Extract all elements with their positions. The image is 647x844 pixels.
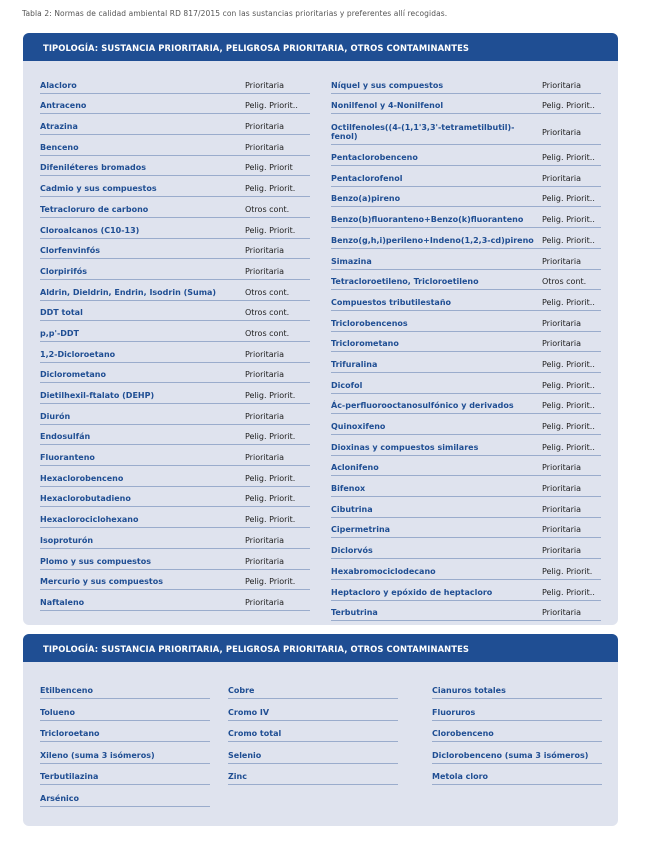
substance-status: Prioritaria [245, 122, 285, 132]
substance-name: Isoproturón [40, 535, 94, 545]
table-row [40, 218, 310, 239]
substance-status: Pelig. Priorit. [245, 391, 296, 400]
substance-name: Benzo(b)fluoranteno+Benzo(k)fluoranteno [331, 215, 524, 225]
list-item [228, 743, 398, 764]
table-row [40, 570, 310, 591]
substance-status: Prioritaria [542, 173, 582, 183]
substance-status: Pelig. Priorit. [245, 225, 296, 235]
list-item [228, 700, 398, 721]
table-row [331, 249, 601, 270]
substance-status: Prioritaria [542, 318, 582, 328]
substance-status: Otros cont. [542, 277, 587, 287]
substance-status: Pelig. Priorit.. [245, 101, 298, 111]
substance-name: Hexaclorociclohexano [40, 515, 139, 525]
substance-status: Pelig. Priorit. [245, 515, 296, 525]
substance-status: Prioritaria [542, 608, 582, 618]
substance-name: Hexabromociclodecano [331, 566, 436, 576]
table-row [40, 507, 310, 528]
table-row [40, 425, 310, 446]
substance-name: Diclorobenceno (suma 3 isómeros) [432, 750, 589, 760]
substance-name: Antraceno [40, 101, 87, 111]
list-item [40, 743, 210, 764]
substance-name: Tolueno [40, 707, 75, 717]
substance-name: Tetracloroetileno, Tricloroetileno [331, 277, 479, 287]
substance-status: Prioritaria [542, 484, 582, 494]
substance-name: Bifenox [331, 484, 366, 494]
list-item [432, 678, 602, 699]
substance-name: Octilfenoles((4-(1,1'3,3'-tetrametilbutil)- fenol) [331, 123, 515, 142]
table-row [331, 187, 601, 208]
substance-status: Pelig. Priorit. [245, 184, 296, 194]
substance-status: Prioritaria [245, 556, 285, 566]
substance-status: Prioritaria [542, 463, 582, 473]
table-row [331, 352, 601, 373]
list-item [40, 700, 210, 721]
list-item [40, 764, 210, 785]
substance-name: DDT total [40, 308, 83, 318]
substance-name: Selenio [228, 750, 262, 760]
substance-status: Prioritaria [245, 535, 285, 545]
substance-status: Prioritaria [542, 339, 582, 349]
table-row [40, 239, 310, 260]
substance-name: Trifuralina [331, 359, 378, 369]
substance-name: Etilbenceno [40, 686, 93, 695]
substance-status: Pelig. Priorit. [245, 473, 296, 483]
table-row [331, 228, 601, 249]
table-row [331, 73, 601, 94]
substance-status: Prioritaria [542, 504, 582, 514]
list-item [40, 786, 210, 807]
substance-name: p,p'-DDT [40, 328, 79, 338]
substance-name: Fluoruros [432, 707, 476, 717]
list-item [40, 721, 210, 742]
table-row [40, 259, 310, 280]
substance-status: Pelig. Priorit [245, 163, 293, 173]
table-row [40, 94, 310, 115]
substance-name: Tetracloruro de carbono [40, 204, 149, 214]
substance-name: Endosulfán [40, 432, 91, 442]
substance-name: Clorpirifós [40, 266, 87, 276]
substance-name: Atrazina [40, 122, 78, 132]
substance-name: Compuestos tributilestaño [331, 297, 452, 307]
substance-name: Benzo(a)pireno [331, 194, 401, 204]
table-row [40, 404, 310, 425]
section-header: TIPOLOGÍA: SUSTANCIA PRIORITARIA, PELIGROSA PRIORITARIA, OTROS CONTAMINANTES [23, 634, 618, 662]
table-row [331, 414, 601, 435]
substance-status: Prioritaria [245, 411, 285, 421]
table-row [40, 342, 310, 363]
substance-status: Pelig. Priorit.. [542, 297, 595, 307]
substance-status: Prioritaria [245, 142, 285, 152]
substance-name: Plomo y sus compuestos [40, 556, 151, 566]
substance-name: Arsénico [40, 793, 79, 803]
substance-name: Aclonifeno [331, 463, 379, 473]
list-item [228, 721, 398, 742]
substance-name: Clorfenvinfós [40, 246, 101, 256]
substance-name: Benceno [40, 142, 79, 152]
list-item [432, 721, 602, 742]
substance-status: Pelig. Priorit. [245, 494, 296, 504]
substance-status: Pelig. Priorit. [245, 432, 296, 442]
substance-name: Cobre [228, 686, 255, 695]
list-item [228, 678, 398, 699]
substance-status: Prioritaria [245, 453, 285, 463]
substance-name: Xileno (suma 3 isómeros) [40, 750, 155, 760]
substance-name: Terbutrina [331, 608, 378, 618]
table-row [40, 321, 310, 342]
substance-status: Prioritaria [542, 546, 582, 556]
table-row [40, 466, 310, 487]
substance-name: Cipermetrina [331, 525, 391, 535]
substance-name: Mercurio y sus compuestos [40, 577, 164, 587]
table-row [40, 590, 310, 611]
substance-status: Pelig. Priorit.. [542, 101, 595, 111]
substance-status: Prioritaria [245, 246, 285, 256]
table-row [331, 394, 601, 415]
table-row [331, 166, 601, 187]
substance-name: Cromo total [228, 729, 282, 738]
substance-status: Prioritaria [245, 349, 285, 359]
list-item [432, 764, 602, 785]
substance-status: Pelig. Priorit.. [542, 153, 595, 163]
substance-name: Nonilfenol y 4-Nonilfenol [331, 101, 444, 111]
substance-name: Clorobenceno [432, 729, 494, 738]
table-row [40, 301, 310, 322]
substance-status: Prioritaria [542, 525, 582, 535]
substance-status: Otros cont. [245, 287, 290, 297]
substance-name: Alacloro [40, 80, 77, 90]
table-row [331, 94, 601, 115]
substance-status: Pelig. Priorit.. [542, 401, 595, 411]
table-row [331, 559, 601, 580]
table-row [331, 456, 601, 477]
priority-substances-table [23, 33, 618, 625]
substance-name: Cloroalcanos (C10-13) [40, 225, 140, 235]
table-row [40, 280, 310, 301]
substance-status: Pelig. Priorit.. [542, 235, 595, 245]
substance-status: Pelig. Priorit. [542, 566, 593, 576]
substance-name: Simazina [331, 256, 372, 266]
substance-status: Prioritaria [542, 128, 582, 138]
substance-name: Metola cloro [432, 772, 489, 781]
table-row [331, 373, 601, 394]
substance-status: Pelig. Priorit.. [542, 380, 595, 390]
table-row [40, 197, 310, 218]
table-row [40, 383, 310, 404]
table-row [331, 114, 601, 145]
table-row [331, 332, 601, 353]
table-row [40, 445, 310, 466]
substance-name: Naftaleno [40, 597, 85, 607]
other-substances-table [23, 634, 618, 826]
substance-name: Cadmio y sus compuestos [40, 184, 157, 194]
substance-name: Hexaclorobenceno [40, 473, 124, 483]
substance-status: Pelig. Priorit.. [542, 422, 595, 431]
substance-name: Dioxinas y compuestos similares [331, 442, 479, 452]
substance-column-left [40, 73, 310, 611]
substance-name: Diurón [40, 411, 71, 421]
substance-name: 1,2-Dicloroetano [40, 349, 116, 359]
substance-name: Cianuros totales [432, 686, 506, 695]
substance-name: Cromo IV [228, 707, 270, 717]
substance-status: Pelig. Priorit.. [542, 587, 595, 597]
substance-status: Prioritaria [245, 80, 285, 90]
substance-name: Ác-perfluorooctanosulfónico y derivados [331, 401, 514, 411]
substance-name: Pentaclorobenceno [331, 153, 418, 163]
table-row [331, 476, 601, 497]
table-row [331, 207, 601, 228]
substance-name: Pentaclorofenol [331, 173, 403, 183]
substance-status: Pelig. Priorit. [245, 577, 296, 587]
table-row [40, 156, 310, 177]
table-row [331, 311, 601, 332]
substance-name: Triclorobencenos [331, 318, 408, 328]
substance-name: Dicofol [331, 380, 363, 390]
list-item [228, 764, 398, 785]
table-row [331, 497, 601, 518]
substance-status: Otros cont. [245, 204, 290, 214]
table-row [331, 538, 601, 559]
table-row [40, 176, 310, 197]
substance-name: Heptacloro y epóxido de heptacloro [331, 587, 493, 597]
substance-status: Prioritaria [245, 370, 285, 380]
list-item [432, 743, 602, 764]
table-row [331, 145, 601, 166]
substance-status: Pelig. Priorit.. [542, 442, 595, 452]
substance-name: Triclorometano [331, 339, 399, 349]
substance-status: Otros cont. [245, 328, 290, 338]
table-row [40, 549, 310, 570]
substance-status: Prioritaria [245, 266, 285, 276]
table-row [40, 135, 310, 156]
section-header: TIPOLOGÍA: SUSTANCIA PRIORITARIA, PELIGROSA PRIORITARIA, OTROS CONTAMINANTES [23, 33, 618, 61]
substance-name: Diclorometano [40, 370, 106, 380]
substance-name: Benzo(g,h,i)perileno+Indeno(1,2,3-cd)pireno [331, 235, 534, 245]
table-row [40, 528, 310, 549]
table-row [331, 290, 601, 311]
table-row [331, 518, 601, 539]
substance-status: Pelig. Priorit.. [542, 215, 595, 225]
substance-name: Dietilhexil-ftalato (DEHP) [40, 391, 155, 400]
table-row [40, 114, 310, 135]
substance-name: Quinoxifeno [331, 422, 386, 431]
substance-status: Prioritaria [245, 597, 285, 607]
substance-status: Otros cont. [245, 308, 290, 318]
table-row [331, 580, 601, 601]
substance-status: Pelig. Priorit.. [542, 359, 595, 369]
substance-status: Pelig. Priorit.. [542, 194, 595, 204]
list-item [432, 700, 602, 721]
substance-name: Aldrin, Dieldrin, Endrin, Isodrin (Suma) [40, 287, 217, 297]
substance-column-right [331, 73, 601, 621]
substance-status: Prioritaria [542, 80, 582, 90]
substance-name: Fluoranteno [40, 453, 95, 463]
list-item [40, 678, 210, 699]
substance-name: Tricloroetano [40, 729, 100, 738]
table-row [40, 487, 310, 508]
substance-name: Diclorvós [331, 546, 373, 556]
table-row [331, 601, 601, 622]
substance-name: Difeniléteres bromados [40, 163, 146, 173]
table-row [40, 73, 310, 94]
table-row [331, 270, 601, 291]
substance-name: Cibutrina [331, 504, 373, 514]
substance-name: Terbutilazina [40, 772, 99, 781]
substance-name: Níquel y sus compuestos [331, 80, 444, 90]
table-row [331, 435, 601, 456]
table-caption: Tabla 2: Normas de calidad ambiental RD 817/2015 con las sustancias prioritarias y preferentes allí recogidas. [22, 9, 448, 18]
table-row [40, 363, 310, 384]
substance-status: Prioritaria [542, 256, 582, 266]
substance-name: Hexaclorobutadieno [40, 494, 131, 504]
substance-name: Zinc [228, 772, 247, 781]
